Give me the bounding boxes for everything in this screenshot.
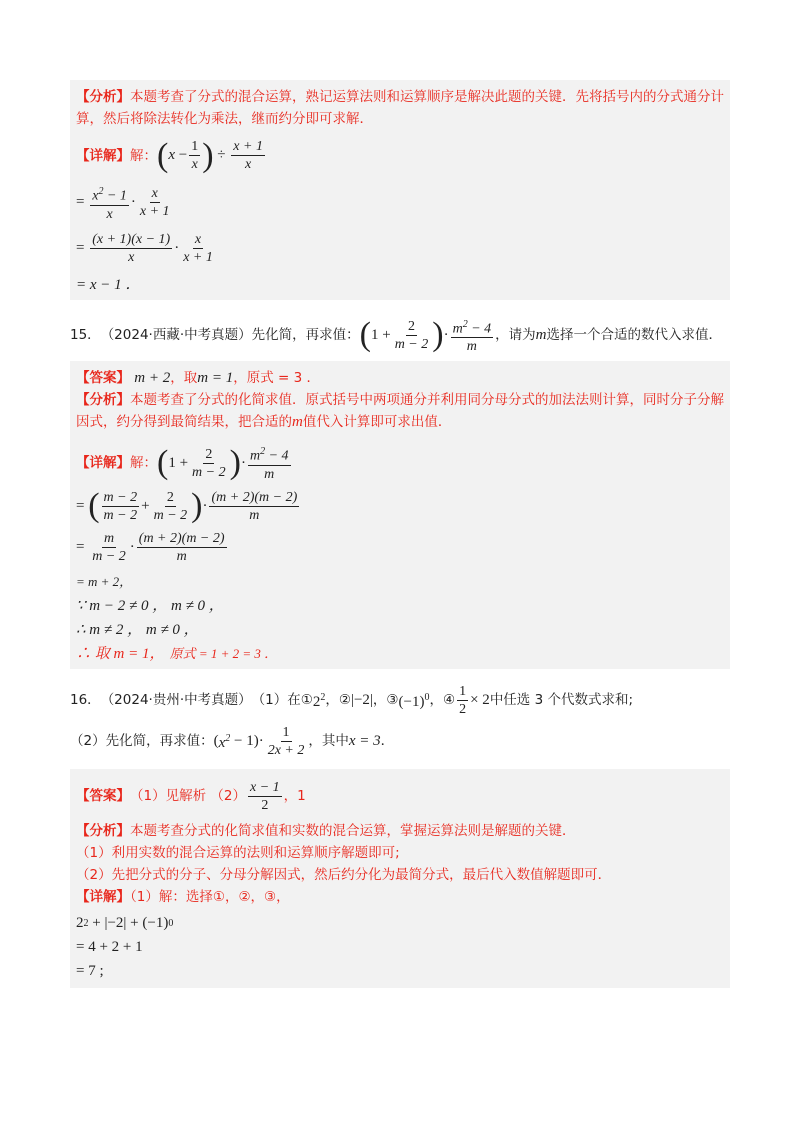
question-number: 15． <box>70 327 101 344</box>
question-16-part2: （2）先化简，再求值： ( $x^2$ − 1)· $\frac{1}{2x + 2}$ ，其中 x = 3 ． <box>70 724 395 758</box>
math-step: 2 2 + |−2| + (−1) 0 <box>76 915 174 932</box>
analysis-text: 本题考查了分式的混合运算，熟记运算法则和运算顺序是解决此题的关键．先将括号内的分式通分计算，然后将除法转化为乘法，继而约分即可求解． <box>76 89 724 127</box>
fraction: $\frac{x + 1}{x}$ <box>233 139 263 172</box>
analysis-paragraph: 【分析】本题考查了分式的化简求值．原式括号中两项通分并利用同分母分式的加法法则计算，同时分子分解因式，约分得到最简结果，把合适的m值代入计算即可求出值． <box>76 392 724 431</box>
math-step: = $\frac{x^2 - 1}{x}$ · $\frac{x}{x + 1}$ <box>76 183 724 223</box>
question-source: （2024·西藏·中考真题） <box>100 327 252 344</box>
solution-box-16 <box>70 769 730 988</box>
condition-line: ∵ m − 2 ≠ 0 ， m ≠ 0 ， <box>76 598 224 615</box>
question-number: 16． <box>70 692 101 709</box>
math-step: = $\frac{m}{m - 2}$ · $\frac{(m + 2)(m - 2)}{m}$ <box>76 530 225 564</box>
condition-line: ∴ 取 m = 1， 原式 = 1 + 2 = 3 ． <box>76 646 278 663</box>
analysis-item: （1）利用实数的混合运算的法则和运算顺序解题即可; <box>76 844 400 861</box>
answer-line: 【答案】 （1）见解析 （2） $\frac{x - 1}{2}$ ，1 <box>76 779 306 813</box>
math-step: = $\frac{(x + 1)(x - 1)}{x}$ · $\frac{x}{x + 1}$ <box>76 231 213 265</box>
analysis-paragraph: 【分析】本题考查分式的化简求值和实数的混合运算，掌握运算法则是解题的关键． <box>76 822 576 839</box>
analysis-paragraph <box>76 86 724 130</box>
detail-tag: 【详解】 <box>76 147 130 164</box>
question-16-part1: 16． （2024·贵州·中考真题） （1）在① $2^2$ ，② |−2| ，③ $(-1)^0$ ，④ $\frac{1}{2}$ × 2 中任选 3 个代数式求和; <box>70 683 634 717</box>
detail-prefix: 解： <box>130 147 157 164</box>
paren-left: ( <box>157 136 169 174</box>
math-result: = x − 1 ． <box>76 277 141 294</box>
solution-box-15 <box>70 361 730 669</box>
analysis-tag: 【分析】 <box>76 89 130 105</box>
condition-line: ∴ m ≠ 2 ， m ≠ 0 ， <box>76 622 199 639</box>
detail-line: 【详解】 解： ( 1 + $\frac{2}{m - 2}$ ) · $\frac{m^2 - 4}{m}$ <box>76 444 289 482</box>
question-15: 15． （2024·西藏·中考真题） 先化简，再求值： ( 1 + $\frac{2}{m - 2}$ ) · $\frac{m^2 - 4}{m}$ ，请为 m 选择一个合适的数代入求值． <box>70 316 722 355</box>
question-text: 先化简，再求值： <box>251 327 360 344</box>
math-step: = 4 + 2 + 1 <box>76 939 143 956</box>
solution-box-14 <box>70 80 730 300</box>
document-page <box>70 80 730 988</box>
fraction: $\frac{1}{x}$ <box>191 139 199 172</box>
math-step: = ( $\frac{m - 2}{m - 2}$ + $\frac{2}{m - 2}$ ) · $\frac{(m + 2)(m - 2)}{m}$ <box>76 487 298 525</box>
math-step: = m + 2， <box>76 574 133 590</box>
answer-line: 【答案】 m + 2，取m = 1，原式 = 3 ． <box>76 370 321 387</box>
detail-line: 【详解】 解： ( x − $\frac{1}{x}$ ) ÷ $\frac{x + 1}{x}$ <box>76 136 263 174</box>
question-source: （2024·贵州·中考真题） <box>100 692 252 709</box>
detail-line: 【详解】（1）解：选择①，②，③， <box>76 888 290 905</box>
analysis-item: （2）先把分式的分子、分母分解因式，然后约分化为最简分式，最后代入数值解题即可． <box>76 866 612 883</box>
paren-right: ) <box>202 136 214 174</box>
math-step: = 7 ; <box>76 963 104 980</box>
